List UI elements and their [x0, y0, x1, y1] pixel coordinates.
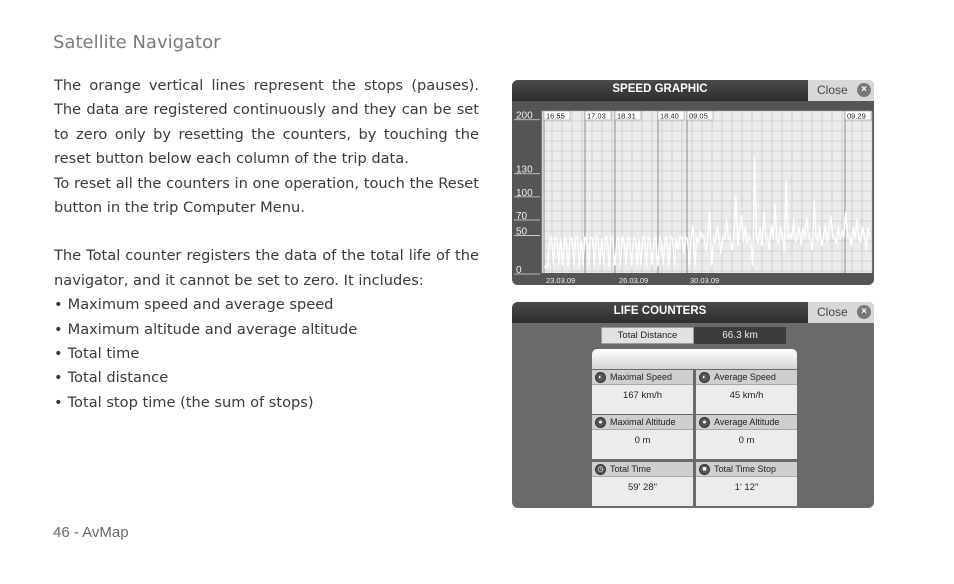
counter-label: Maximal Altitude — [592, 415, 693, 430]
speedometer-icon: ◐ — [595, 372, 606, 383]
counter-label: Total Time Stop — [696, 462, 797, 477]
date-label: 30.03.09 — [690, 276, 720, 285]
time-label: 18.40 — [660, 111, 679, 121]
y-tick-label: 0 — [516, 265, 522, 276]
date-label: 23.03.09 — [546, 276, 576, 285]
life-close-button[interactable] — [808, 302, 874, 323]
list-item: • Maximum altitude and average altitude — [54, 318, 479, 342]
list-item: • Maximum speed and average speed — [54, 293, 479, 317]
y-tick-label: 50 — [516, 226, 528, 238]
counter-value: 1' 12" — [734, 482, 759, 493]
counter-value: 59' 28" — [628, 482, 657, 493]
speed-title-bar — [512, 80, 874, 101]
paragraph-reset: To reset all the counters in one operation, touch the Reset button in the trip Computer Menu. — [54, 174, 479, 217]
list-item: • Total stop time (the sum of stops) — [54, 391, 479, 415]
close-x-icon: × — [857, 305, 871, 319]
time-label: 09.29 — [847, 111, 866, 121]
body-text — [54, 74, 479, 415]
time-label: 09.05 — [689, 111, 708, 121]
counter-label: Average Altitude — [696, 415, 797, 430]
list-item: • Total time — [54, 342, 479, 366]
counter-label: Maximal Speed — [592, 370, 693, 385]
feature-list — [54, 293, 479, 415]
speedometer-icon: ◐ — [699, 372, 710, 383]
time-label: 18.31 — [617, 111, 636, 121]
counter-maximal-speed — [592, 370, 693, 414]
time-label: 16.55 — [546, 111, 565, 121]
total-distance-label: Total Distance — [601, 327, 694, 344]
counter-total-time — [592, 462, 693, 506]
counter-value: 45 km/h — [729, 390, 764, 401]
section-title: Satellite Navigator — [53, 32, 221, 53]
counter-label: Total Time — [592, 462, 693, 477]
life-counters-screen — [512, 302, 874, 508]
date-label: 26.03.09 — [619, 276, 649, 285]
total-distance-value: 66.3 km — [694, 327, 786, 344]
close-label: Close — [817, 83, 848, 97]
time-label: 17.03 — [587, 111, 606, 121]
counter-total-time-stop — [696, 462, 797, 506]
y-tick-label: 130 — [516, 164, 533, 176]
life-title-bar — [512, 302, 874, 323]
list-item: • Total distance — [54, 366, 479, 390]
counter-average-altitude — [696, 415, 797, 459]
close-label: Close — [817, 305, 848, 319]
paragraph-total-counter: The Total counter registers the data of the total life of the navigator, and it cannot be set to zero. It includes: — [54, 247, 479, 289]
counter-maximal-altitude — [592, 415, 693, 459]
y-tick-label: 70 — [516, 211, 528, 222]
altitude-icon: ● — [595, 417, 606, 428]
counter-average-speed — [696, 370, 797, 414]
counter-label: Average Speed — [696, 370, 797, 385]
clock-icon: ◷ — [595, 464, 606, 475]
life-screen-title: LIFE COUNTERS — [613, 305, 707, 317]
speed-chart — [512, 101, 874, 285]
counter-value: 167 km/h — [622, 390, 663, 401]
close-x-icon: × — [857, 83, 871, 97]
page-number: 46 - AvMap — [53, 524, 129, 541]
speed-screen-title: SPEED GRAPHIC — [612, 83, 708, 95]
speed-graphic-screen — [512, 80, 874, 285]
stop-icon: ■ — [699, 464, 710, 475]
y-tick-label: 200 — [516, 110, 533, 122]
counter-value: 0 m — [634, 435, 651, 446]
altitude-icon: ● — [699, 417, 710, 428]
paragraph-stops: The orange vertical lines represent the stops (pauses). The data are registered continuously and they can be set to zero only by resetting the counters, by touching the reset button below each column of the trip data. — [54, 77, 479, 168]
counters-header-bar — [592, 349, 797, 369]
counter-value: 0 m — [738, 435, 755, 446]
y-tick-label: 100 — [516, 187, 533, 199]
speed-close-button[interactable] — [808, 80, 874, 101]
